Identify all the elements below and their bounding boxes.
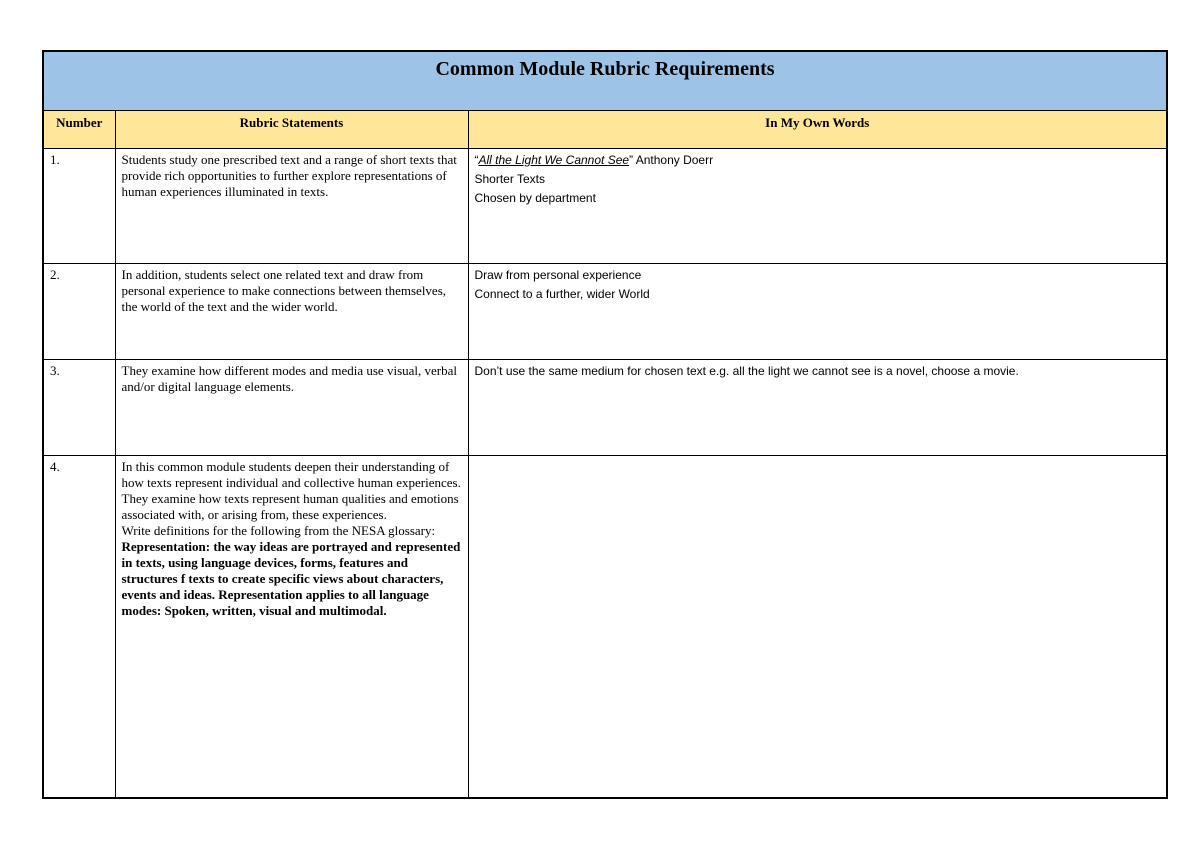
quote-close: ” <box>629 153 634 167</box>
rubric-table <box>42 50 1168 799</box>
rubric-statement: Students study one prescribed text and a range of short texts that provide rich opportunities to further explore representations of human experiences illuminated in texts. <box>115 149 468 264</box>
header-row <box>43 111 1167 149</box>
table-row <box>43 149 1167 264</box>
row-number: 3. <box>43 360 115 456</box>
author-name: Anthony Doerr <box>633 153 714 167</box>
own-words-line <box>475 151 1161 170</box>
own-words-cell[interactable] <box>468 360 1167 456</box>
statement-text: In this common module students deepen their understanding of how texts represent individual and collective human experiences. They examine how texts represent human qualities and emotions associated with, or arising from, these experiences. <box>121 459 461 522</box>
statement-instruction: Write definitions for the following from the NESA glossary: <box>121 523 436 538</box>
statement-definition: Representation: the way ideas are portrayed and represented in texts, using language devices, forms, features and structures f texts to create specific views about characters, events and ideas. Representation applies to all language modes: Spoken, written, visual and multimodal. <box>121 539 461 618</box>
title-row <box>43 51 1167 111</box>
own-words-line: Connect to a further, wider World <box>474 287 650 301</box>
rubric-statement: In addition, students select one related text and draw from personal experience to make connections between themselves, the world of the text and the wider world. <box>115 264 468 360</box>
table-row <box>43 264 1167 360</box>
book-title: All the Light We Cannot See <box>478 153 630 167</box>
row-number: 1. <box>43 149 115 264</box>
row-number: 4. <box>43 456 115 798</box>
own-words-cell[interactable] <box>468 264 1167 360</box>
header-rubric-statements: Rubric Statements <box>115 111 468 149</box>
rubric-statement: They examine how different modes and media use visual, verbal and/or digital language elements. <box>115 360 468 456</box>
table-row <box>43 360 1167 456</box>
own-words-line: Chosen by department <box>474 191 596 205</box>
own-words-line: Draw from personal experience <box>474 268 642 282</box>
header-number: Number <box>43 111 115 149</box>
row-number: 2. <box>43 264 115 360</box>
own-words-cell[interactable] <box>468 456 1167 798</box>
rubric-statement <box>115 456 468 798</box>
header-in-my-own-words: In My Own Words <box>468 111 1167 149</box>
table-title: Common Module Rubric Requirements <box>43 51 1167 111</box>
table-row <box>43 456 1167 798</box>
own-words-line: Shorter Texts <box>474 172 545 186</box>
own-words-line: Don’t use the same medium for chosen text e.g. all the light we cannot see is a novel, choose a movie. <box>474 364 1019 378</box>
own-words-cell[interactable] <box>468 149 1167 264</box>
quote-open: “ <box>474 153 479 167</box>
